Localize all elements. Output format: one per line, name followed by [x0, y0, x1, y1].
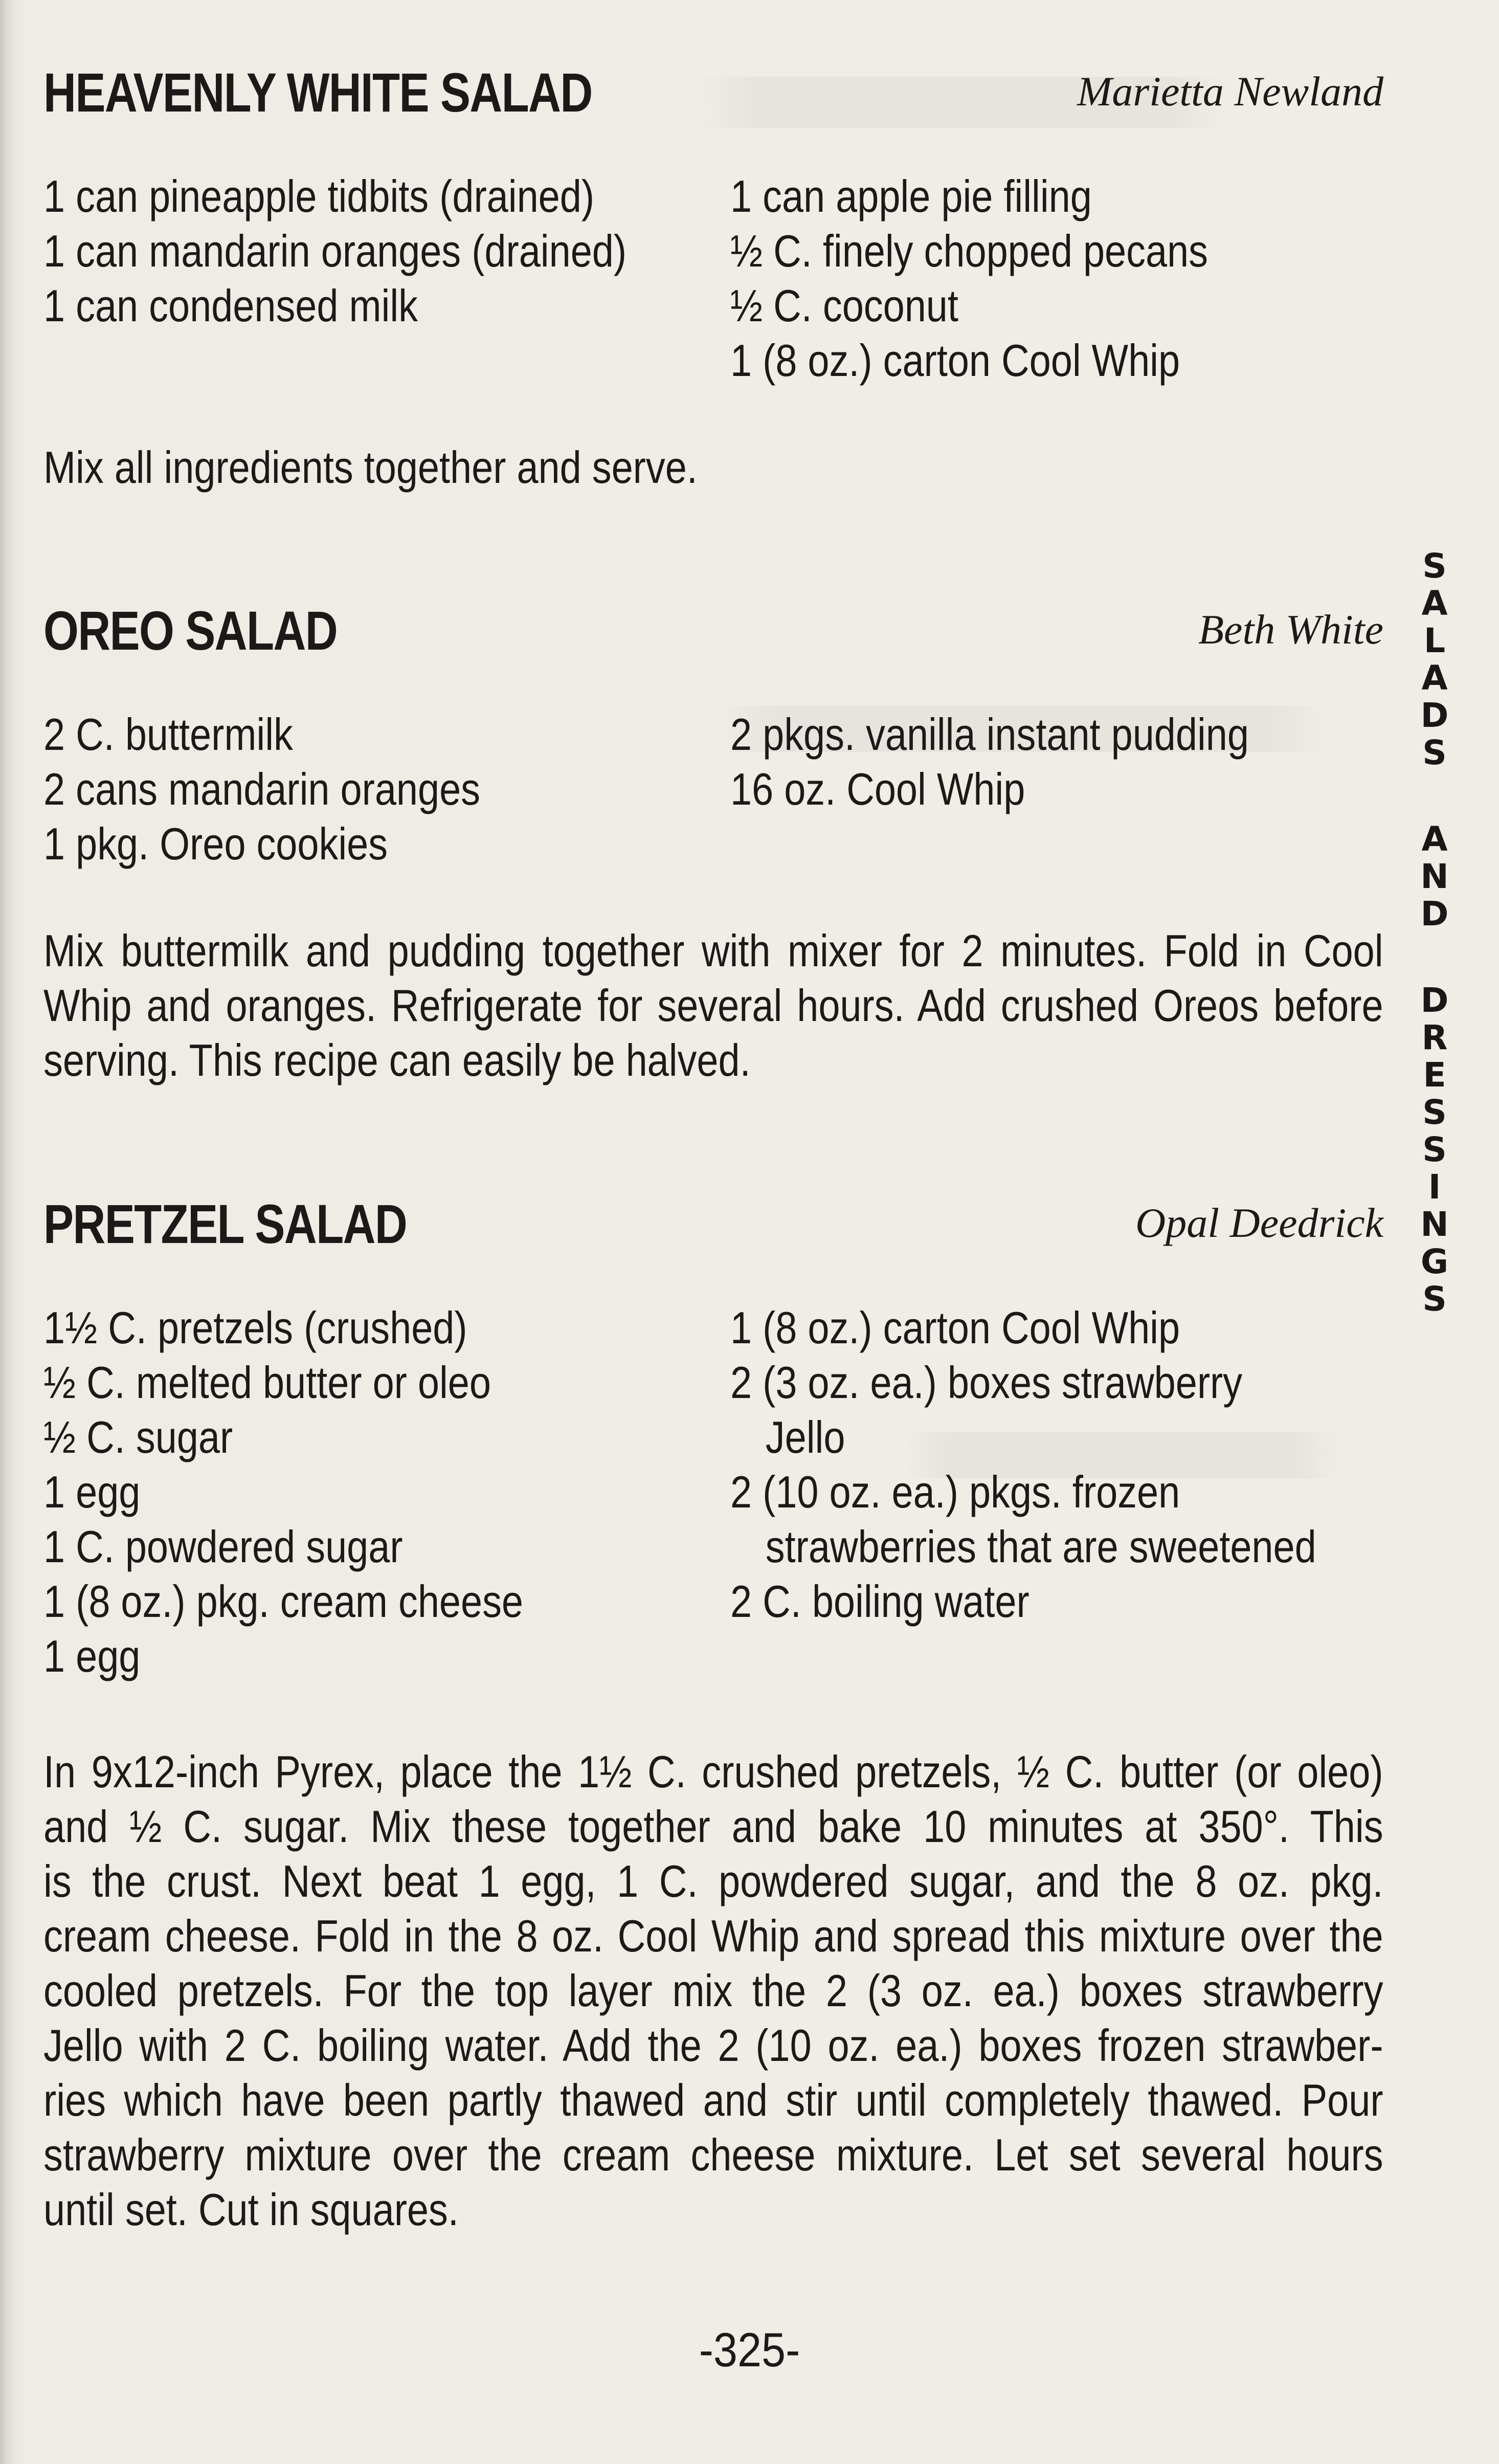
tab-letter: G	[1420, 1242, 1449, 1281]
ingredient: 2 (3 oz. ea.) boxes strawberry	[730, 1357, 1243, 1408]
tab-letter: D	[1420, 981, 1449, 1020]
ingredient: 2 (10 oz. ea.) pkgs. frozen	[730, 1467, 1180, 1517]
recipe-title: HEAVENLY WHITE SALAD	[43, 61, 592, 123]
directions-line: until set. Cut in squares.	[43, 2184, 459, 2235]
ingredient: Jello	[765, 1412, 845, 1462]
ingredients-right	[730, 1300, 1412, 1629]
recipe-directions	[43, 923, 1383, 1087]
ingredient: 1 pkg. Oreo cookies	[43, 818, 388, 869]
recipe-author: Beth White	[1198, 606, 1383, 653]
ingredient: 2 cans mandarin oranges	[43, 764, 481, 814]
tab-spacer	[1417, 933, 1452, 982]
directions-line: Mix buttermilk and pudding together with mixer for 2 minutes. Fold in Cool	[43, 925, 1383, 976]
ingredient: 1 can condensed milk	[43, 280, 418, 331]
ingredient: strawberries that are sweetened	[765, 1521, 1316, 1572]
tab-letter: A	[1421, 658, 1448, 698]
ingredient: ½ C. melted butter or oleo	[43, 1357, 491, 1408]
ingredient: 2 pkgs. vanilla instant pudding	[730, 709, 1249, 760]
directions-line: In 9x12-inch Pyrex, place the 1½ C. crushed pretzels, ½ C. butter (or oleo)	[43, 1746, 1383, 1797]
tab-spacer	[1417, 771, 1452, 820]
ingredient: 1 (8 oz.) carton Cool Whip	[730, 1302, 1180, 1353]
ingredient: 1 can apple pie filling	[730, 171, 1092, 221]
tab-letter: R	[1421, 1018, 1448, 1057]
section-side-tab	[1417, 547, 1452, 1318]
directions-line: strawberry mixture over the cream cheese mixture. Let set several hours	[43, 2129, 1383, 2180]
directions-line: ries which have been partly thawed and stir until completely thawed. Pour	[43, 2075, 1383, 2125]
ingredients-left	[43, 707, 551, 871]
ingredient: ½ C. finely chopped pecans	[730, 226, 1209, 276]
recipe-title: PRETZEL SALAD	[43, 1193, 407, 1255]
directions-line: cream cheese. Fold in the 8 oz. Cool Whip and spread this mixture over the	[43, 1911, 1383, 1961]
recipe-directions	[43, 440, 1383, 495]
directions-line: Whip and oranges. Refrigerate for several hours. Add crushed Oreos before	[43, 980, 1383, 1031]
directions-line: serving. This recipe can easily be halved.	[43, 1035, 751, 1085]
tab-letter: A	[1421, 584, 1448, 623]
ingredient: 2 C. buttermilk	[43, 709, 293, 760]
ingredient: 1 egg	[43, 1631, 141, 1681]
ingredient: 16 oz. Cool Whip	[730, 764, 1025, 814]
ingredient: 1 egg	[43, 1467, 141, 1517]
tab-letter: I	[1428, 1167, 1441, 1207]
directions-line: and ½ C. sugar. Mix these together and bake 10 minutes at 350°. This	[43, 1801, 1383, 1852]
tab-letter: S	[1422, 733, 1447, 772]
tab-letter: D	[1420, 894, 1449, 934]
ingredient: 1 C. powdered sugar	[43, 1521, 403, 1572]
ingredient: 1 can mandarin oranges (drained)	[43, 226, 627, 276]
ingredient: ½ C. sugar	[43, 1412, 233, 1462]
ingredients-left	[43, 1300, 601, 1683]
directions-line: is the crust. Next beat 1 egg, 1 C. powdered sugar, and the 8 oz. pkg.	[43, 1856, 1383, 1906]
tab-letter: N	[1420, 1205, 1449, 1244]
tab-letter: A	[1421, 819, 1448, 859]
ingredient: ½ C. coconut	[730, 280, 958, 331]
ingredient: 1 (8 oz.) carton Cool Whip	[730, 335, 1180, 386]
directions-line: cooled pretzels. For the top layer mix the 2 (3 oz. ea.) boxes strawberry	[43, 1965, 1383, 2016]
ingredients-left	[43, 169, 722, 333]
recipe-author: Marietta Newland	[1077, 68, 1383, 115]
tab-letter: E	[1423, 1055, 1446, 1095]
recipe-title: OREO SALAD	[43, 600, 338, 661]
tab-letter: S	[1422, 1279, 1447, 1319]
tab-letter: S	[1422, 546, 1447, 586]
directions-line: Jello with 2 C. boiling water. Add the 2 (10 oz. ea.) boxes frozen strawber-	[43, 2020, 1383, 2071]
tab-letter: N	[1420, 857, 1449, 896]
ingredient: 1 can pineapple tidbits (drained)	[43, 171, 595, 221]
ingredients-right	[730, 169, 1286, 388]
recipe-author: Opal Deedrick	[1135, 1200, 1383, 1246]
tab-letter: L	[1423, 621, 1446, 660]
recipe-directions	[43, 1744, 1383, 2237]
ingredient: 1 (8 oz.) pkg. cream cheese	[43, 1576, 524, 1627]
ingredients-right	[730, 707, 1333, 816]
tab-letter: D	[1420, 696, 1449, 735]
directions-line: Mix all ingredients together and serve.	[43, 442, 698, 493]
ingredient: 2 C. boiling water	[730, 1576, 1030, 1627]
ingredient: 1½ C. pretzels (crushed)	[43, 1302, 467, 1353]
tab-letter: S	[1422, 1093, 1447, 1132]
tab-letter: S	[1422, 1130, 1447, 1169]
page-number: -325-	[699, 2323, 800, 2377]
